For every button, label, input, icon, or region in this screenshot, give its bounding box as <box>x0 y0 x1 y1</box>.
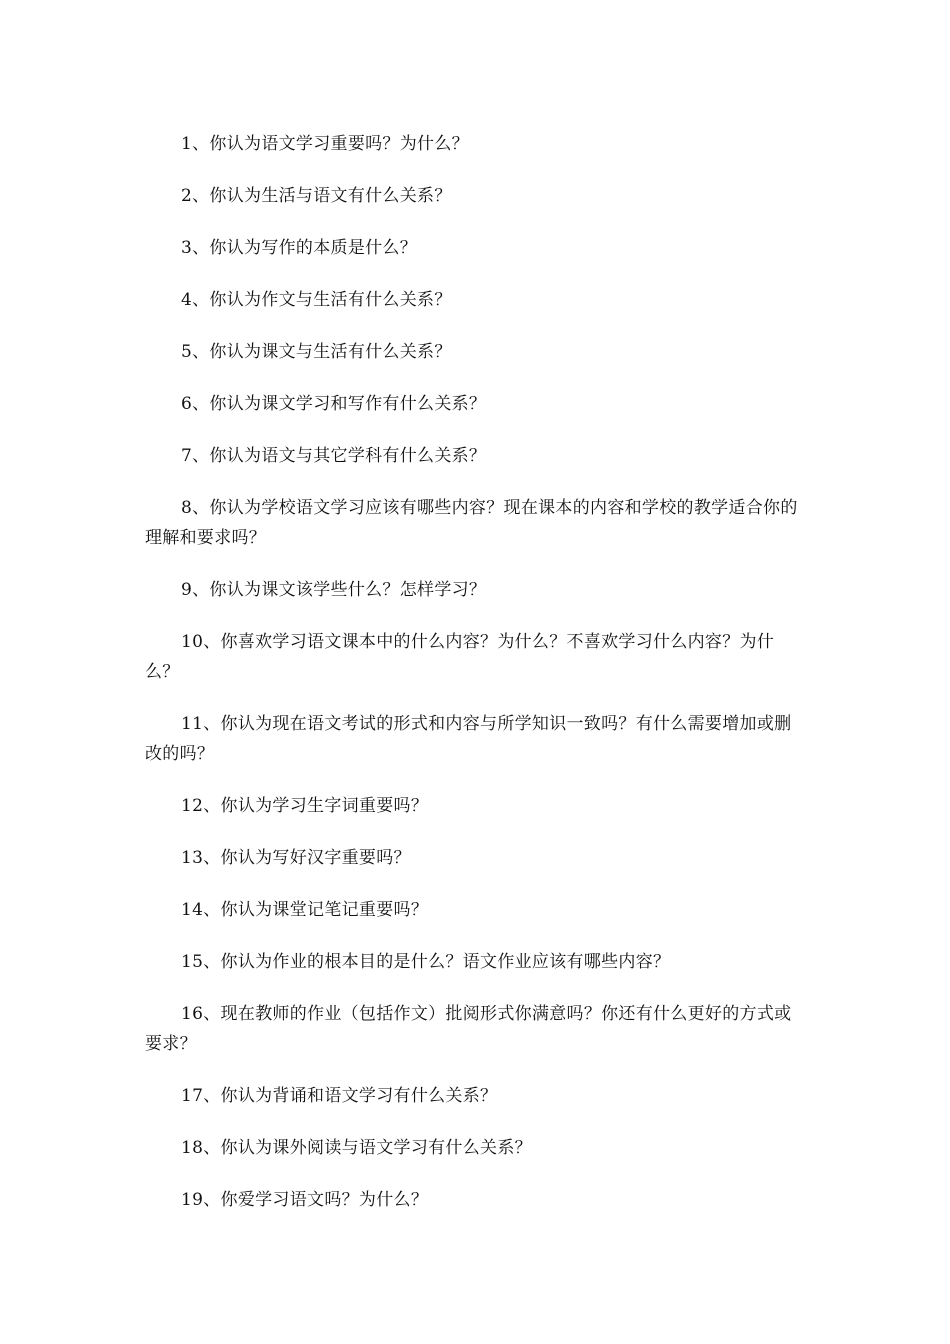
question-list <box>145 129 807 1237</box>
question-8: 8、你认为学校语文学习应该有哪些内容？现在课本的内容和学校的教学适合你的理解和要求吗？ <box>145 498 798 548</box>
question-5: 5、你认为课文与生活有什么关系？ <box>181 342 452 362</box>
question-7: 7、你认为语文与其它学科有什么关系？ <box>181 446 487 466</box>
question-1: 1、你认为语文学习重要吗？为什么？ <box>181 134 469 154</box>
question-3: 3、你认为写作的本质是什么？ <box>181 238 418 258</box>
question-11: 11、你认为现在语文考试的形式和内容与所学知识一致吗？有什么需要增加或删改的吗？ <box>145 714 792 764</box>
question-6: 6、你认为课文学习和写作有什么关系？ <box>181 394 487 414</box>
question-13: 13、你认为写好汉字重要吗？ <box>181 848 411 868</box>
question-19: 19、你爱学习语文吗？为什么？ <box>181 1190 429 1210</box>
question-12: 12、你认为学习生字词重要吗？ <box>181 796 429 816</box>
question-17: 17、你认为背诵和语文学习有什么关系？ <box>181 1086 498 1106</box>
question-9: 9、你认为课文该学些什么？怎样学习？ <box>181 580 487 600</box>
question-4: 4、你认为作文与生活有什么关系？ <box>181 290 452 310</box>
question-15: 15、你认为作业的根本目的是什么？语文作业应该有哪些内容？ <box>181 952 671 972</box>
question-16: 16、现在教师的作业（包括作文）批阅形式你满意吗？你还有什么更好的方式或要求？ <box>145 1004 792 1054</box>
question-2: 2、你认为生活与语文有什么关系？ <box>181 186 452 206</box>
question-14: 14、你认为课堂记笔记重要吗？ <box>181 900 429 920</box>
question-18: 18、你认为课外阅读与语文学习有什么关系？ <box>181 1138 532 1158</box>
question-10: 10、你喜欢学习语文课本中的什么内容？为什么？不喜欢学习什么内容？为什么？ <box>145 632 775 682</box>
